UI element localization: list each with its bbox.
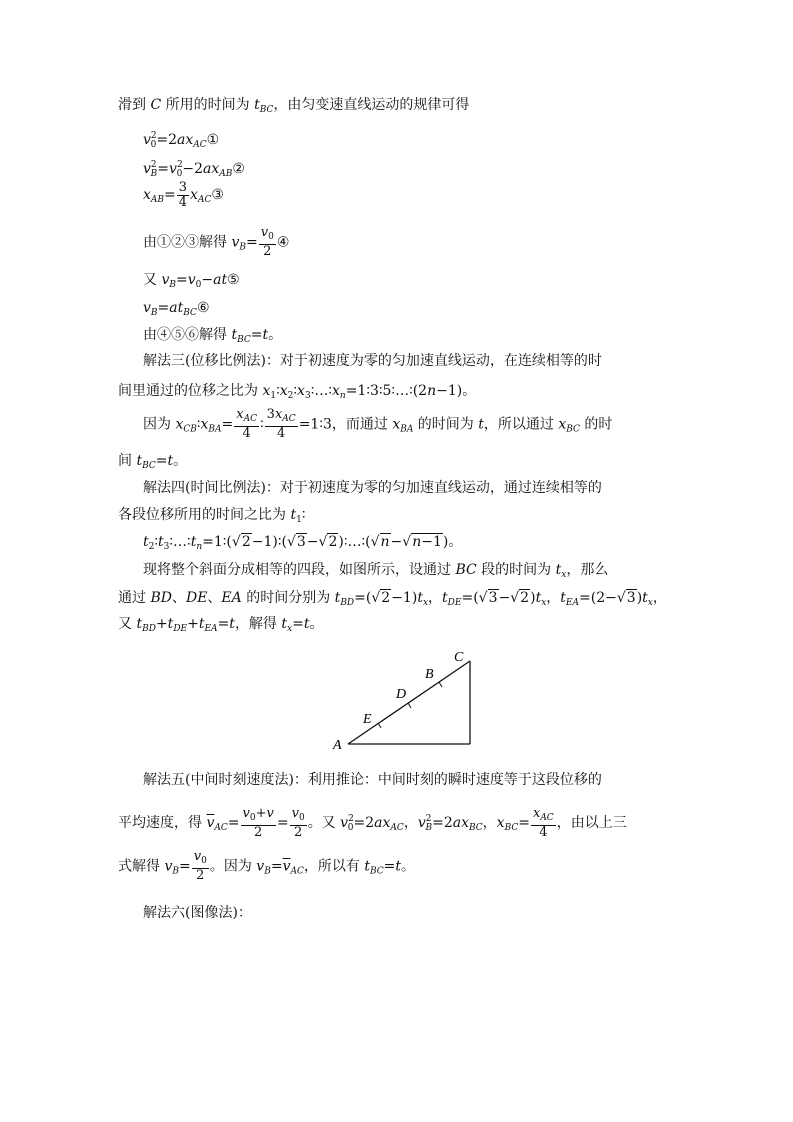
equation-1: $v^2_0=2ax_{AC}①$ <box>143 131 220 150</box>
method4-line-b: 各段位移所用的时间之比为 $t_1∶$ <box>118 507 306 525</box>
method4-line-e: 通过 BD、DE、EA 的时间分别为 $t_{BD}=(√2-1)t_x$，$t_{DE}=(√3-√2)t_x$，$t_{EA}=(2-√3)t_x$， <box>118 590 667 608</box>
incline-figure <box>330 641 500 755</box>
equation-3: $x_{AB}=$ $\frac{3}{4}$ $x_{AC}③$ <box>143 179 224 210</box>
method6-heading: 解法六(图像法)： <box>143 905 252 921</box>
method3-line-b: 间里通过的位移之比为 $x_1∶x_2∶x_3∶\dots∶x_n=1∶3∶5∶\dots∶(2n-1)$。 <box>118 383 477 401</box>
label-e: E <box>363 712 372 727</box>
method5-line-b: 平均速度，得 $\overline{v}_{AC}=$ $\frac{v_0+v}{2}$ = $\frac{v_0}{2}$ 。又 $v^2_0=2ax_{AC}$，$v^2_B=2ax_{BC}$，$x_{BC}=$ $\frac{x_{AC}}{4}$ ，由以上三 <box>118 805 627 840</box>
label-a: A <box>333 738 342 751</box>
method4-line-d: 现将整个斜面分成相等的四段，如图所示，设通过 BC 段的时间为 $t_x$，那么 <box>143 562 609 580</box>
equation-6: $v_B=at_{BC}⑥$ <box>143 300 210 318</box>
text-line-9: 由④⑤⑥解得 $t_{BC}=t$。 <box>143 327 283 345</box>
method5-line-c: 式解得 $v_B=$ $\frac{v_0}{2}$ 。因为 $v_B=\overline{v}_{AC}$，所以有 $t_{BC}=t$。 <box>118 849 416 883</box>
label-c: C <box>454 650 464 665</box>
equation-4: 由①②③解得 $v_B=$ $\frac{v_0}{2}$ ④ <box>143 225 290 259</box>
incline-diagram <box>330 641 500 751</box>
equation-5: 又 $v_B=v_0-at⑤$ <box>143 272 240 290</box>
method3-line-c: 因为 $x_{CB}∶x_{BA}=$ $\frac{x_{AC}}{4}$ ∶ $\frac{3x_{AC}}{4}$ =1∶3，而通过 $x_{BA}$ 的时间为 t，所以通过 $x_{BC}$ 的时 <box>143 407 613 441</box>
method3-line-d: 间 $t_{BC}=t$。 <box>118 453 188 471</box>
method4-line-f: 又 $t_{BD}+t_{DE}+t_{EA}=t$，解得 $t_x=t$。 <box>118 616 324 634</box>
method4-line-c: $t_2∶t_3∶\dots∶t_n=1∶(√2-1)∶(√3-√2)∶\dots∶(√n-√n-1)$。 <box>143 534 463 552</box>
equation-2: $v^2_B=v^2_0-2ax_{AB}②$ <box>143 160 245 179</box>
method3-line-a: 解法三(位移比例法)：对于初速度为零的匀加速直线运动，在连续相等的时 <box>143 353 602 369</box>
method4-line-a: 解法四(时间比例法)：对于初速度为零的匀加速直线运动，通过连续相等的 <box>143 480 602 496</box>
label-b: B <box>425 667 434 682</box>
label-d: D <box>396 687 407 702</box>
text-line-1: 滑到 C 所用的时间为 $t_{BC}$，由匀变速直线运动的规律可得 <box>118 97 470 115</box>
method5-line-a: 解法五(中间时刻速度法)：利用推论：中间时刻的瞬时速度等于这段位移的 <box>143 772 602 788</box>
